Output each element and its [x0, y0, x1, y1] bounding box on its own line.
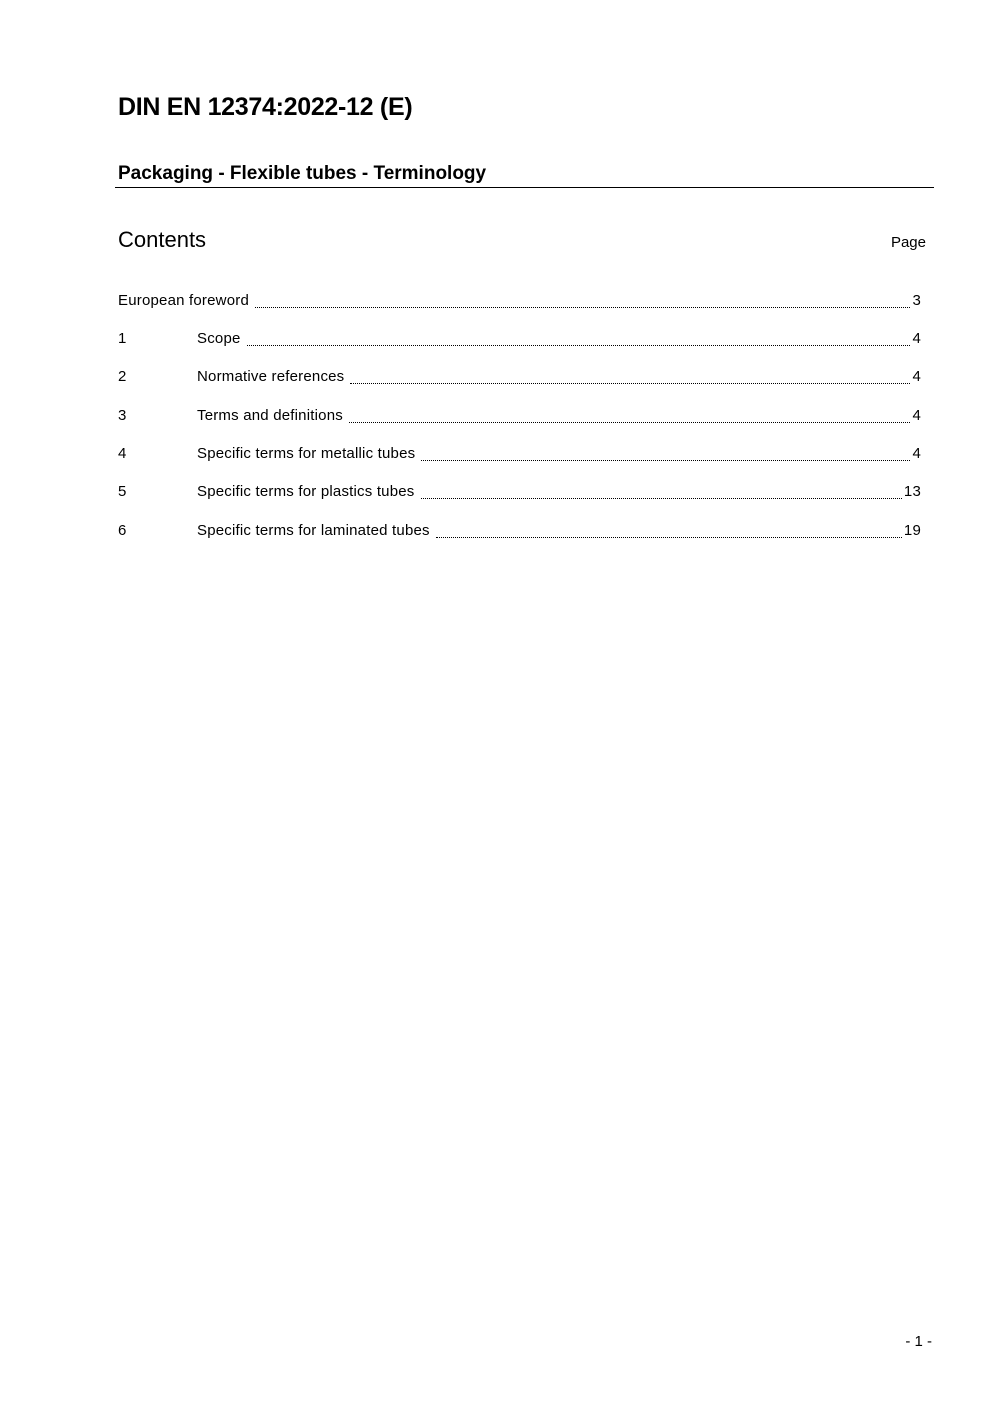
- toc-entry-page: 4: [912, 407, 921, 424]
- toc-entry-title: Specific terms for laminated tubes: [197, 522, 430, 539]
- toc-leader-dots: [421, 483, 902, 503]
- toc-leader-dots: [247, 330, 911, 350]
- document-title: DIN EN 12374:2022-12 (E): [118, 93, 413, 121]
- toc-entry-foreword[interactable]: [118, 292, 921, 312]
- toc-entry-number: 2: [118, 368, 127, 385]
- toc-entry-laminated-tubes[interactable]: [118, 522, 921, 542]
- toc-entry-title: Specific terms for plastics tubes: [197, 483, 415, 500]
- toc-entry-normative-references[interactable]: [118, 368, 921, 388]
- subtitle-rule: [115, 187, 934, 188]
- toc-entry-metallic-tubes[interactable]: [118, 445, 921, 465]
- toc-leader-dots: [350, 368, 910, 388]
- toc-entry-terms-definitions[interactable]: [118, 407, 921, 427]
- toc-entry-title: Terms and definitions: [197, 407, 343, 424]
- toc-entry-number: 6: [118, 522, 127, 539]
- toc-entry-title: Normative references: [197, 368, 345, 385]
- toc-leader-dots: [255, 292, 910, 312]
- toc-entry-page: 4: [912, 368, 921, 385]
- toc-entry-number: 5: [118, 483, 127, 500]
- toc-entry-title: Specific terms for metallic tubes: [197, 445, 416, 462]
- page-column-heading: Page: [890, 234, 926, 251]
- toc-entry-number: 4: [118, 445, 127, 462]
- toc-leader-dots: [421, 445, 910, 465]
- toc-entry-page: 4: [912, 445, 921, 462]
- toc-leader-dots: [349, 407, 911, 427]
- toc-entry-page: 13: [903, 483, 921, 500]
- toc-entry-page: 3: [912, 292, 921, 309]
- page-number-footer: - 1 -: [905, 1333, 932, 1350]
- toc-entry-scope[interactable]: [118, 330, 921, 350]
- document-subtitle: Packaging - Flexible tubes - Terminology: [118, 163, 487, 184]
- toc-entry-plastics-tubes[interactable]: [118, 483, 921, 503]
- toc-entry-number: 3: [118, 407, 127, 424]
- toc-leader-dots: [436, 522, 902, 542]
- toc-entry-page: 4: [912, 330, 921, 347]
- toc-entry-title: Scope: [197, 330, 241, 347]
- toc-entry-title: European foreword: [118, 292, 249, 309]
- toc-entry-page: 19: [903, 522, 921, 539]
- toc-entry-number: 1: [118, 330, 127, 347]
- contents-heading: Contents: [118, 227, 207, 252]
